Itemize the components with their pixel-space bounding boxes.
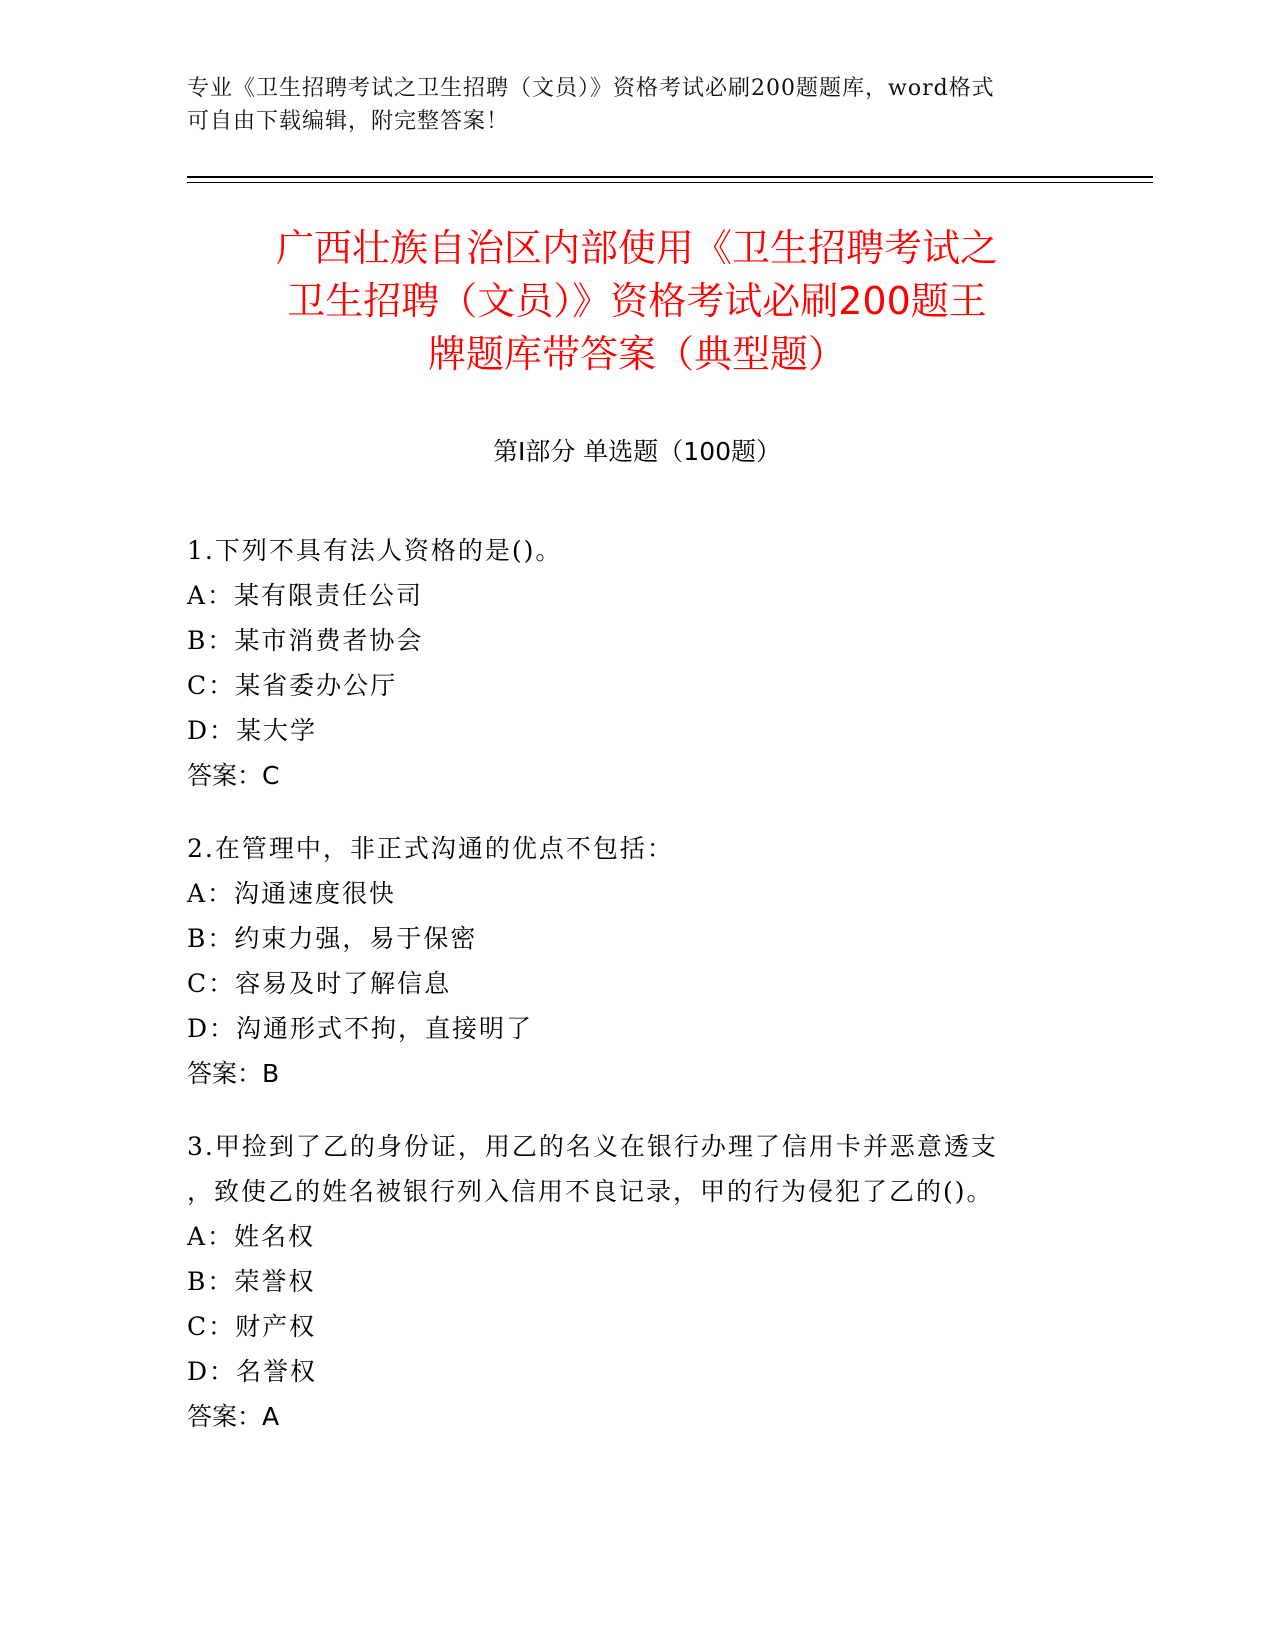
document-title-line-2: 卫生招聘（文员）》资格考试必刷200题王 — [287, 279, 987, 323]
option-d: D：沟通形式不拘，直接明了 — [187, 1014, 534, 1043]
header-rule-thin — [187, 182, 1153, 183]
answer: 答案：C — [187, 761, 280, 790]
option-c: C：财产权 — [187, 1312, 317, 1341]
document-title-line-3: 牌题库带答案（典型题） — [427, 332, 846, 376]
option-a: A：姓名权 — [187, 1222, 316, 1251]
header-note — [187, 72, 1067, 138]
document-title-line-1: 广西壮族自治区内部使用《卫生招聘考试之 — [275, 226, 998, 270]
option-d: D：某大学 — [187, 716, 318, 745]
section-heading: 第I部分 单选题（100题） — [492, 437, 782, 466]
option-b: B：荣誉权 — [187, 1267, 316, 1296]
question-stem-line-2: ，致使乙的姓名被银行列入信用不良记录，甲的行为侵犯了乙的()。 — [187, 1177, 994, 1206]
answer: 答案：B — [187, 1059, 280, 1088]
header-rule-thick — [187, 176, 1153, 178]
document-title — [187, 222, 1087, 381]
question-list — [187, 528, 1087, 1467]
option-b: B：某市消费者协会 — [187, 626, 424, 655]
header-note-line-1: 专业《卫生招聘考试之卫生招聘（文员）》资格考试必刷200题题库，word格式 — [187, 76, 995, 101]
option-a: A：某有限责任公司 — [187, 581, 424, 610]
option-c: C：容易及时了解信息 — [187, 969, 452, 998]
question-1 — [187, 528, 1087, 798]
question-stem-line-1: 3.甲捡到了乙的身份证，用乙的名义在银行办理了信用卡并恶意透支 — [187, 1132, 998, 1161]
question-2 — [187, 826, 1087, 1096]
option-c: C：某省委办公厅 — [187, 671, 398, 700]
answer: 答案：A — [187, 1402, 280, 1431]
question-stem: 1.下列不具有法人资格的是()。 — [187, 536, 563, 565]
header-note-line-2: 可自由下载编辑，附完整答案！ — [187, 109, 510, 134]
option-d: D：名誉权 — [187, 1357, 318, 1386]
option-b: B：约束力强，易于保密 — [187, 924, 478, 953]
option-a: A：沟通速度很快 — [187, 879, 397, 908]
question-stem: 2.在管理中，非正式沟通的优点不包括： — [187, 834, 674, 863]
question-3 — [187, 1124, 1087, 1439]
